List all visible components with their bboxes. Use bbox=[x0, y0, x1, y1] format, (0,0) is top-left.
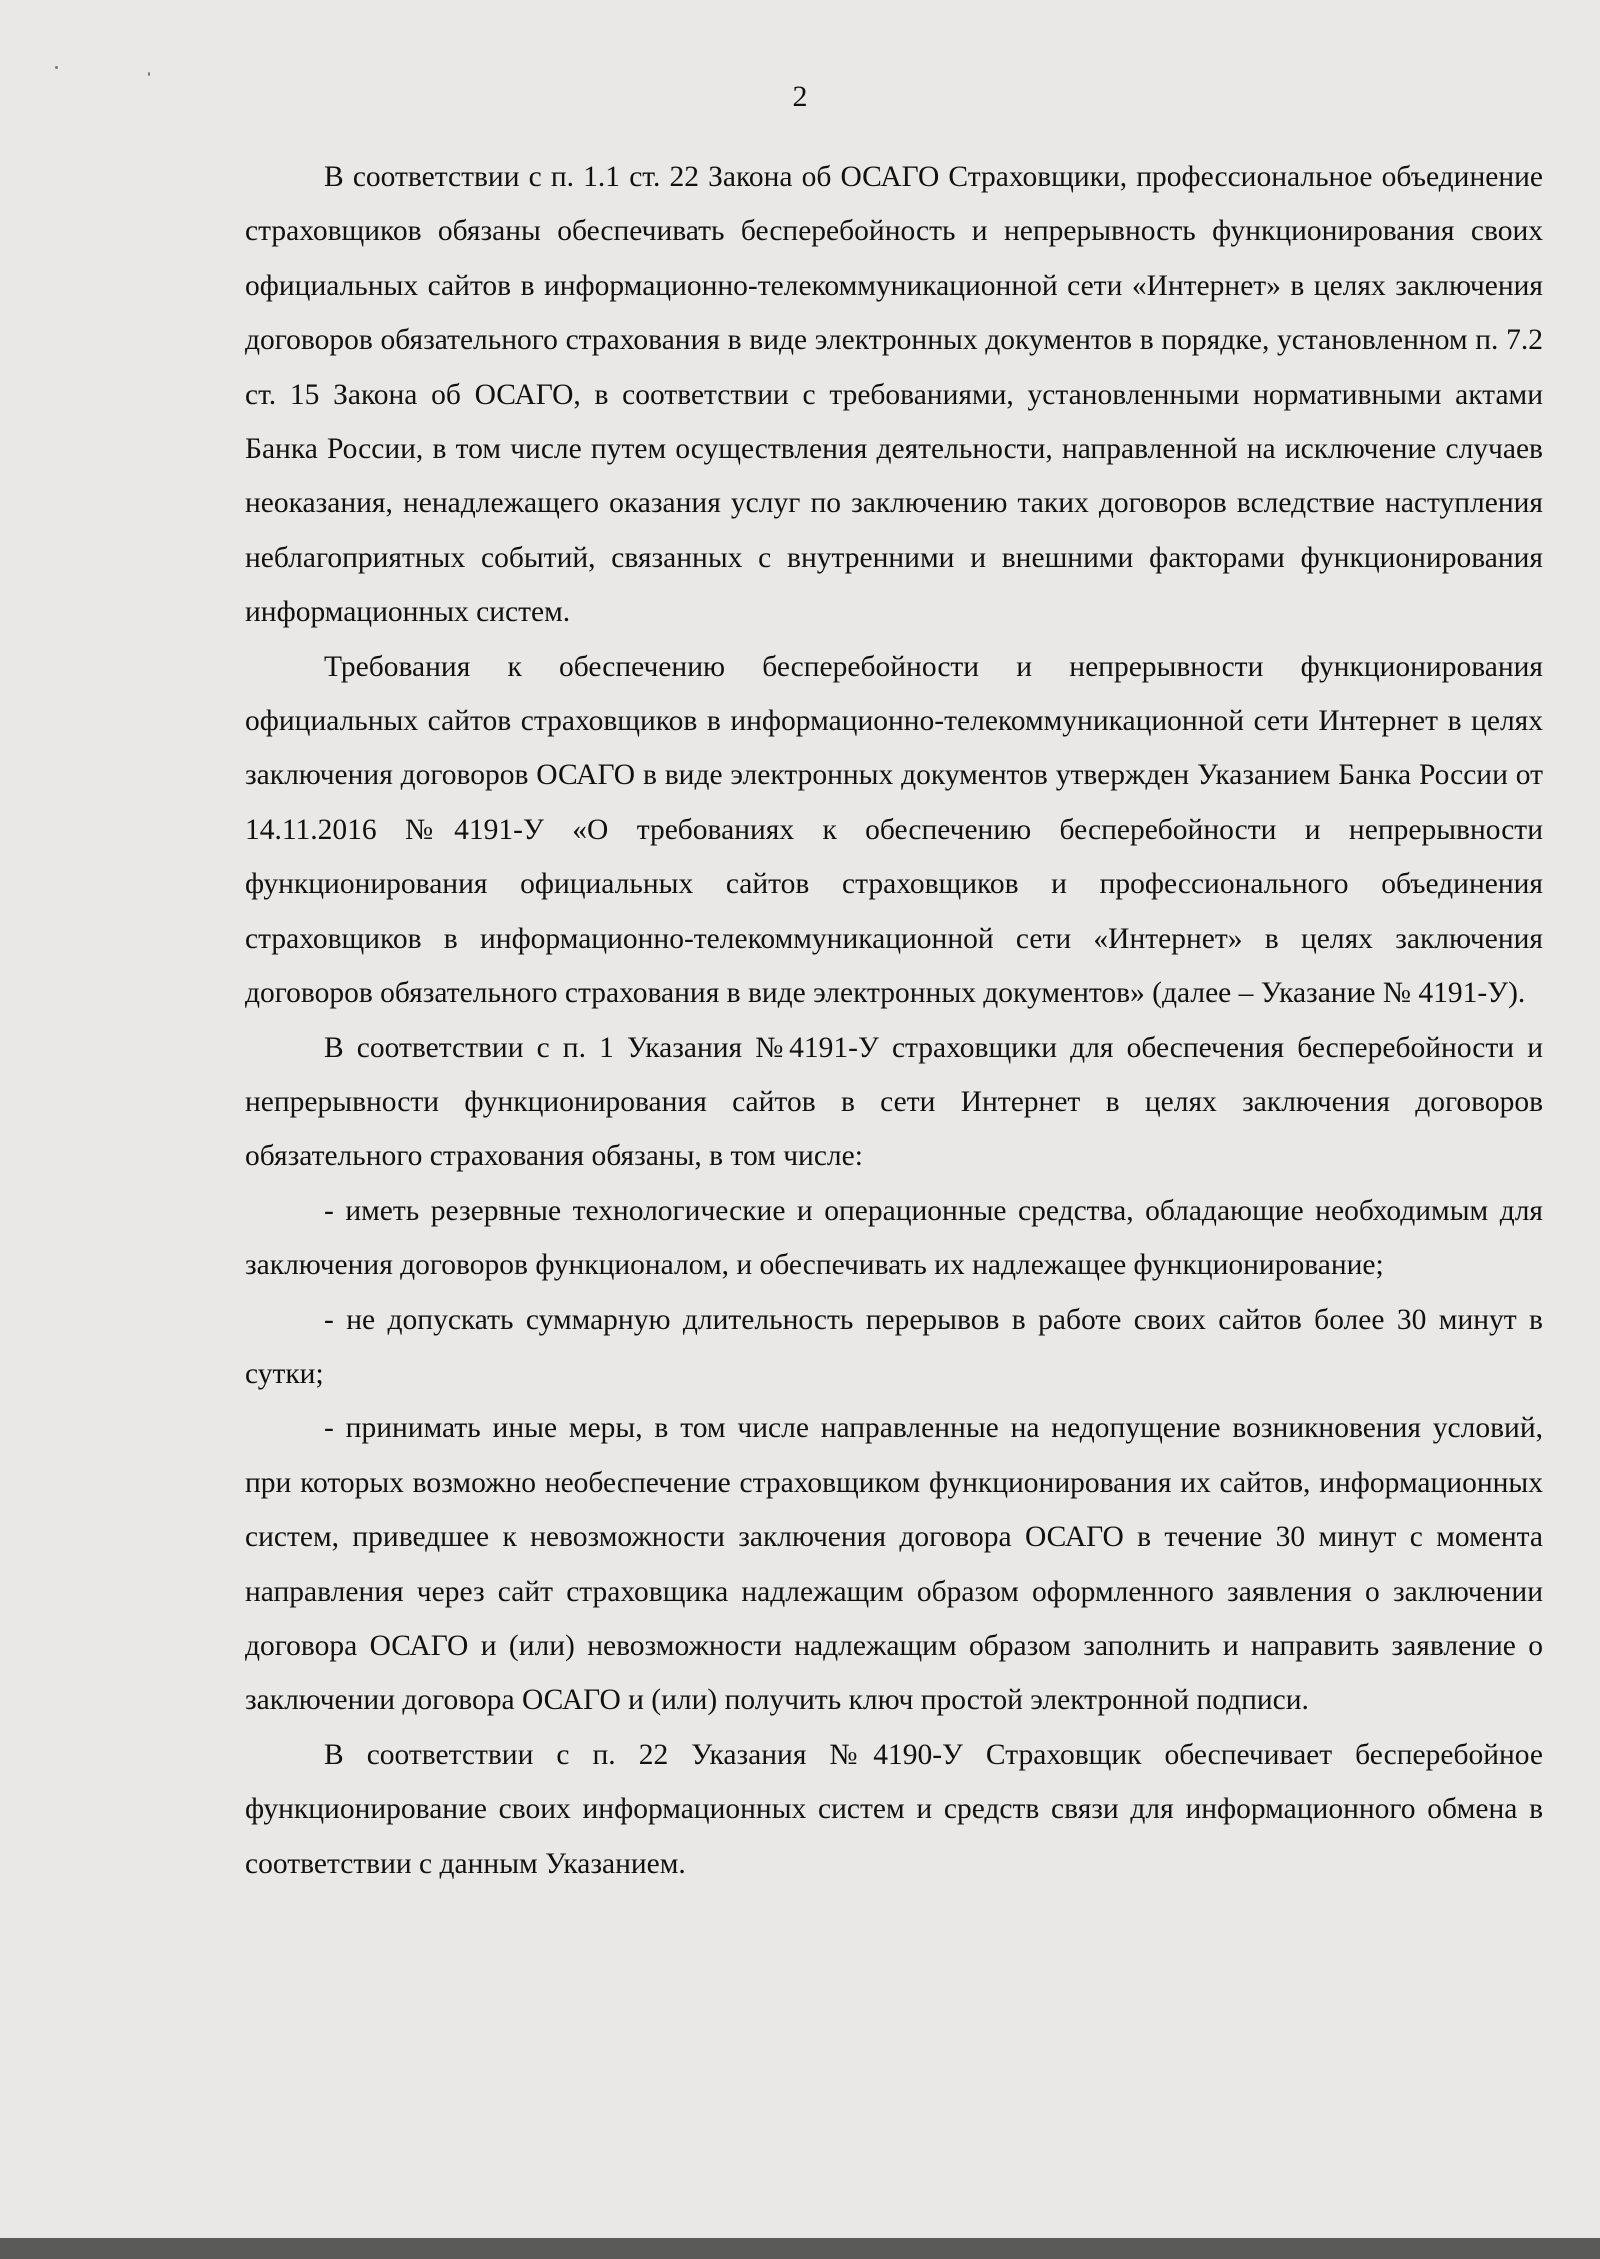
paragraph-requirements: Требования к обеспечению бесперебойности и непрерывности функционирования официальных сайтов страховщиков в информационно-телекоммуникационной сети Интернет в целях заключения договоров ОСАГО в виде электронных документов утвержден Указанием Банка России от 14.11.2016 №4191-У «О требованиях к обеспечению бесперебойности и непрерывности функционирования официальных сайтов страховщиков и профессионального объединения страховщиков в информационно-телекоммуникационной сети «Интернет» в целях заключения договоров обязательного страхования в виде электронных документов» (далее – Указание № 4191-У). bbox=[245, 650, 1543, 1010]
scan-bottom-edge bbox=[0, 2238, 1600, 2259]
page-number: 2 bbox=[792, 80, 808, 113]
scan-speck bbox=[55, 66, 58, 69]
body-text bbox=[245, 150, 1543, 1891]
list-item-other-measures: - принимать иные меры, в том числе направленные на недопущение возникновения условий, при которых возможно необеспечение страховщиком функционирования их сайтов, информационных систем, приведшее к невозможности заключения договора ОСАГО в течение 30 минут с момента направления через сайт страховщика надлежащим образом оформленного заявления о заключении договора ОСАГО и (или) невозможности надлежащим образом заполнить и направить заявление о заключении договора ОСАГО и (или) получить ключ простой электронной подписи. bbox=[245, 1412, 1543, 1717]
scan-speck bbox=[148, 72, 150, 76]
list-item-reserve-means: - иметь резервные технологические и операционные средства, обладающие необходимым для заключения договоров функционалом, и обеспечивать их надлежащее функционирование; bbox=[245, 1194, 1543, 1282]
list-item-downtime-limit: - не допускать суммарную длительность перерывов в работе своих сайтов более 30 минут в сутки; bbox=[245, 1303, 1543, 1390]
paragraph-directive-4190: В соответствии с п. 22 Указания №4190-У Страховщик обеспечивает бесперебойное функционирование своих информационных систем и средств связи для информационного обмена в соответствии с данным Указанием. bbox=[245, 1738, 1543, 1880]
paragraph-osago-law: В соответствии с п. 1.1 ст. 22 Закона об ОСАГО Страховщики, профессиональное объединение страховщиков обязаны обеспечивать бесперебойность и непрерывность функционирования своих официальных сайтов в информационно-телекоммуникационной сети «Интернет» в целях заключения договоров обязательного страхования в виде электронных документов в порядке, установленном п. 7.2 ст. 15 Закона об ОСАГО, в соответствии с требованиями, установленными нормативными актами Банка России, в том числе путем осуществления деятельности, направленной на исключение случаев неоказания, ненадлежащего оказания услуг по заключению таких договоров вследствие наступления неблагоприятных событий, связанных с внутренними и внешними факторами функционирования информационных систем. bbox=[245, 161, 1543, 629]
paragraph-directive-4191: В соответствии с п. 1 Указания №4191-У страховщики для обеспечения бесперебойности и непрерывности функционирования сайтов в сети Интернет в целях заключения договоров обязательного страхования обязаны, в том числе: bbox=[245, 1031, 1543, 1173]
